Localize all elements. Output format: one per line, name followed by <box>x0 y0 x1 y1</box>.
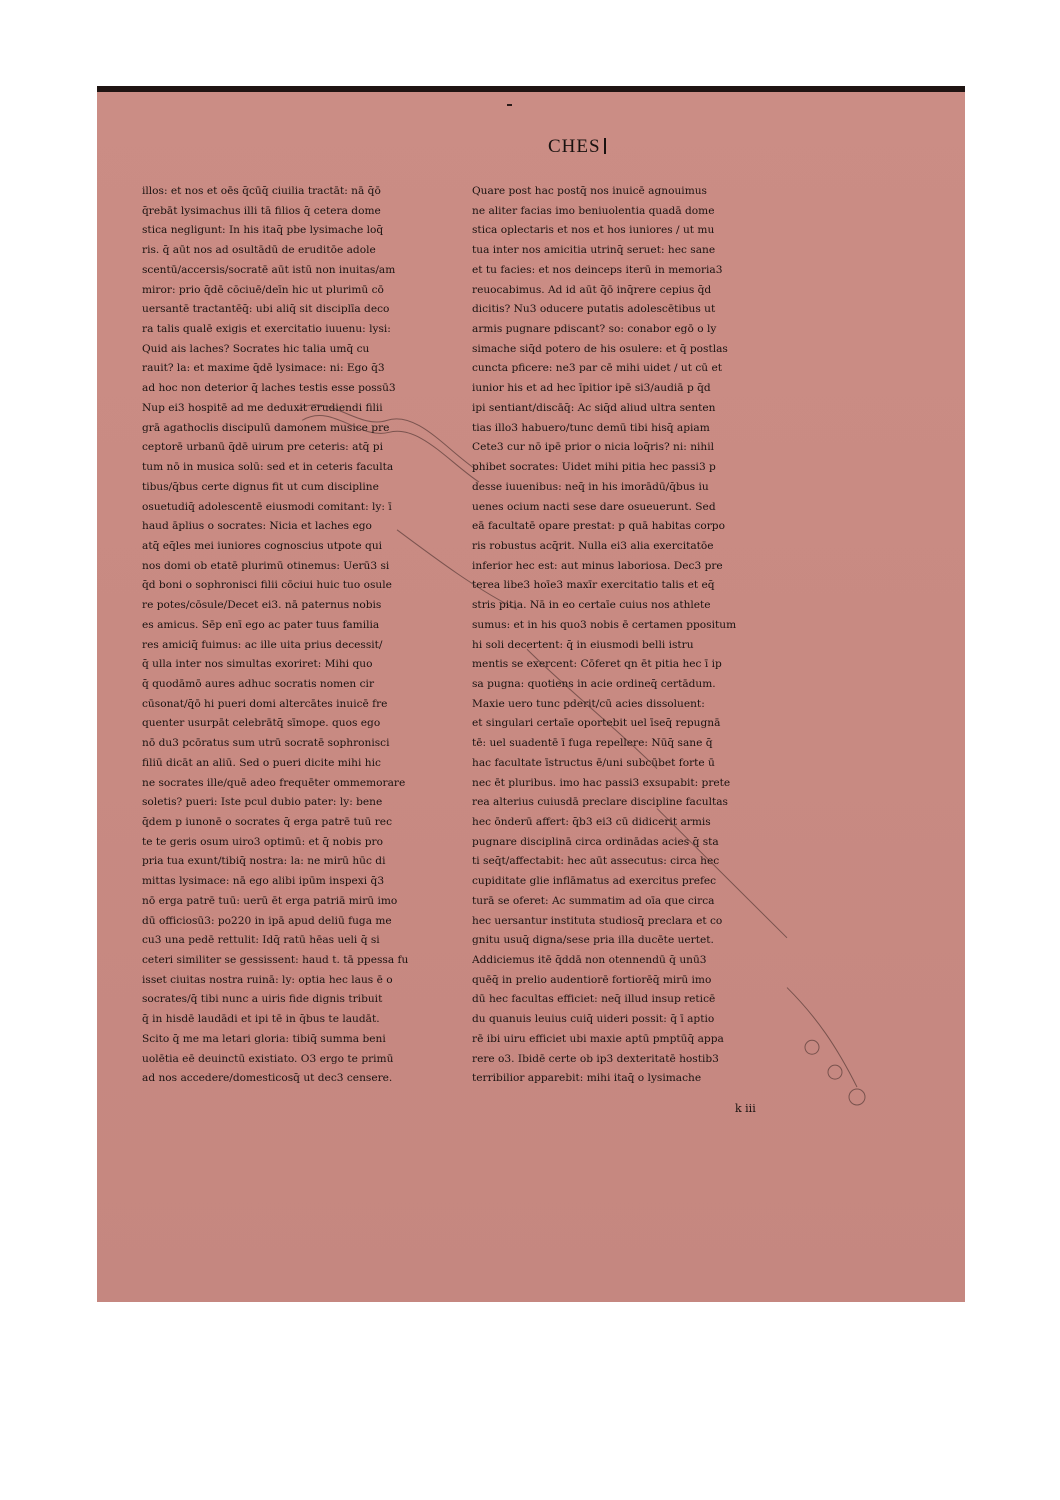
right-column-line: simache siq̄d potero de his osulere: et q̄ postlas <box>472 342 728 355</box>
left-column-line: q̄rebāt lysimachus illi tā filios q̄ cetera dome <box>142 204 381 217</box>
left-column-line: Scito q̄ me ma letari gloria: tibiq̄ summa beni <box>142 1032 386 1045</box>
right-column-line: mentis se exercent: Cōferet qn ēt pitia hec ī ip <box>472 658 722 671</box>
left-column-line: osuetudiq̄ adolescentē eiusmodi comitant: ly: ī <box>142 500 392 513</box>
right-column-line: rere o3. Ibidē certe ob ip3 dexteritatē hostib3 <box>472 1052 719 1065</box>
right-column-line: hec ōnderū affert: q̄b3 ei3 cū didicerit armis <box>472 816 711 828</box>
left-column-line: quenter usurpāt celebrātq̄ sīmope. quos ego <box>142 717 381 730</box>
left-column-line: cu3 una pedē rettulit: Idq̄ ratū hēas ueli q̄ si <box>142 934 380 947</box>
right-column-line: iunior his et ad hec īpitior ipē si3/audiā p q̄d <box>472 382 711 395</box>
left-column-line: nō erga patrē tuū: uerū ēt erga patriā mirū imo <box>142 894 398 907</box>
right-column-line: quēq̄ in prelio audentiorē fortiorēq̄ mirū imo <box>472 973 712 986</box>
right-column-line: uenes ocium nacti sese dare osueuerunt. Sed <box>472 500 716 513</box>
left-column-line: soletis? pueri: Iste pcul dubio pater: ly: bene <box>142 796 383 809</box>
left-column-line: cūsonat/q̄ō hi pueri domi altercātes inuicē fre <box>142 697 388 710</box>
right-column-line: reuocabimus. Ad id aūt q̄ō inq̄rere cepius q̄d <box>472 283 712 296</box>
right-column-line: terribilior apparebit: mihi itaq̄ o lysimache <box>472 1072 702 1085</box>
right-column-line: et tu facies: et nos deinceps iterū in memoria3 <box>472 263 723 276</box>
left-column-line: miror: prio q̄dē cōciuē/deīn hic ut plurimū cō <box>142 283 384 296</box>
left-column-line: q̄ in hisdē laudādi et ipi tē in q̄bus te laudāt. <box>142 1013 380 1026</box>
running-header-text: CHES <box>548 136 601 157</box>
right-column-line: turā se oferet: Ac summatim ad oīa que circa <box>472 894 715 907</box>
left-column-line: pria tua exunt/tibiq̄ nostra: la: ne mirū hūc di <box>142 855 386 868</box>
right-column-line: Cete3 cur nō ipē prior o nicia loq̄ris? ni: nihil <box>472 441 715 454</box>
right-column-line: tua inter nos amicitia utrinq̄ seruet: hec sane <box>472 244 716 257</box>
right-column-line: sa pugna: quotiens in acie ordineq̄ certādum. <box>472 677 716 690</box>
right-column-line: pugnare disciplinā circa ordinādas acies q̄ sta <box>472 835 719 848</box>
right-text-column <box>472 182 790 1089</box>
right-column-line: inferior hec est: aut minus laboriosa. Dec3 pre <box>472 559 723 572</box>
scanned-page <box>97 86 965 1302</box>
right-column-line: stris pitia. Nā in eo certaīe cuius nos athlete <box>472 599 711 612</box>
left-column-line: Quid ais laches? Socrates hic talia umq̄ cu <box>142 342 370 355</box>
left-column-line: Nup ei3 hospitē ad me deduxit erudiendi filii <box>142 401 383 414</box>
left-column-line: dū officiosū3: po220 in ipā apud deliū fuga me <box>142 914 392 927</box>
right-column-line: tias illo3 habuero/tunc demū tibi hisq̄ apiam <box>472 421 710 434</box>
right-column-line: ti seq̄t/affectabit: hec aūt assecutus: circa hec <box>472 855 720 868</box>
left-column-line: nos domi ob etatē plurimū otinemus: Uerū3 si <box>142 559 390 572</box>
left-column-line: ne socrates ille/quē adeo frequēter ommemorare <box>142 776 406 789</box>
right-column-line: ipi sentiant/discāq̄: Ac siq̄d aliud ultra senten <box>472 401 716 414</box>
right-column-line: hec uersantur instituta studiosq̄ preclara et co <box>472 914 723 927</box>
right-column-line: desse iuuenibus: neq̄ in his imorādū/q̄bus iu <box>472 480 709 493</box>
left-column-line: haud āplius o socrates: Nicia et laches ego <box>142 520 372 533</box>
right-column-line: hac facultate īstructus ē/uni subcūbet forte ū <box>472 756 715 769</box>
left-column-line: ad nos accedere/domesticosq̄ ut dec3 censere. <box>142 1072 393 1085</box>
left-column-line: rauit? la: et maxime q̄dē lysimace: ni: Ego q̄3 <box>142 362 385 375</box>
right-column-line: du quanuis leuius cuiq̄ uideri possit: q̄ ī aptio <box>472 1013 715 1026</box>
left-column-line: re potes/cōsule/Decet ei3. nā paternus nobis <box>142 599 382 612</box>
left-column-line: q̄ ulla inter nos simultas exoriret: Mihi quo <box>142 658 373 671</box>
right-column-line: rea alterius cuiusdā preclare discipline facultas <box>472 796 728 809</box>
running-header <box>548 136 606 158</box>
right-column-line: ne aliter facias imo beniuolentia quadā dome <box>472 204 715 217</box>
left-column-line: te te geris osum uiro3 optimū: et q̄ nobis pro <box>142 835 383 848</box>
right-column-line: sumus: et in his quo3 nobis ē certamen ppositum <box>472 618 737 631</box>
left-column-line: atq̄ eq̄les mei iuniores cognoscius utpote qui <box>142 539 383 552</box>
left-column-line: mittas lysimace: nā ego alibi ipūm inspexi q̄3 <box>142 875 385 888</box>
left-column-line: ris. q̄ aūt nos ad osultādū de eruditōe adole <box>142 244 376 257</box>
left-text-column <box>142 182 460 1089</box>
left-column-line: q̄d boni o sophronisci filii cōciui huic tuo osule <box>142 579 392 592</box>
left-column-line: res amiciq̄ fuimus: ac ille uita prius decessit/ <box>142 638 383 651</box>
right-column-line: cupiditate glie inflāmatus ad exercitus prefec <box>472 875 717 888</box>
right-column-line: Addiciemus itē q̄ddā non otennendū q̄ unū3 <box>472 954 707 967</box>
left-column-line: ceteri similiter se gessissent: haud t. tā ppessa fu <box>142 954 409 967</box>
left-column-line: ra talis qualē exigis et exercitatio iuuenu: lysi: <box>142 323 391 336</box>
right-column-line: ris robustus acq̄rit. Nulla ei3 alia exercitatōe <box>472 539 714 552</box>
right-column-line: Quare post hac postq̄ nos inuicē agnouimus <box>472 185 707 197</box>
right-column-line: phibet socrates: Uidet mihi pitia hec passi3 p <box>472 461 716 474</box>
left-column-line: grā agathoclis discipulū damonem musice pre <box>142 421 390 434</box>
page-surface <box>97 92 965 1302</box>
left-column-line: uolētia eē deuinctū existiato. O3 ergo te primū <box>142 1052 394 1065</box>
left-column-line: socrates/q̄ tibi nunc a uiris fide dignis tribuit <box>142 993 383 1006</box>
left-column-line: scentū/accersis/socratē aūt istū non inuitas/am <box>142 263 396 276</box>
left-column-line: ad hoc non deterior q̄ laches testis esse possū3 <box>142 382 396 395</box>
left-column-line: isset ciuitas nostra ruinā: ly: optia hec laus ē o <box>142 973 393 986</box>
right-column-line: terea libe3 hoīe3 maxīr exercitatio talis et eq̄ <box>472 579 715 592</box>
right-column-line: gnitu usuq̄ digna/sese pria illa ducēte uertet. <box>472 934 714 947</box>
right-column-line: et singulari certaīe oportebit uel īseq̄ repugnā <box>472 717 721 730</box>
left-column-line: illos: et nos et oēs q̄cūq̄ ciuilia tractāt: nā q̄ō <box>142 185 381 197</box>
right-column-line: nec ēt pluribus. imo hac passi3 exsupabit: prete <box>472 776 731 789</box>
right-column-line: tē: uel suadentē ī fuga repellere: Nūq̄ sane q̄ <box>472 737 713 750</box>
right-column-line: dicitis? Nu3 oducere putatis adolescētibus ut <box>472 303 716 316</box>
right-column-line: stica oplectaris et nos et hos iuniores / ut mu <box>472 224 715 237</box>
left-column-line: uersantē tractantēq̄: ubi aliq̄ sit disciplīa deco <box>142 303 390 316</box>
right-column-line: rē ibi uiru efficiet ubi maxie aptū pmptūq̄ appa <box>472 1032 724 1045</box>
left-column-line: tibus/q̄bus certe dignus fit ut cum discipline <box>142 480 379 493</box>
right-column-line: hi soli decertent: q̄ in eiusmodi belli istru <box>472 638 694 651</box>
right-column-line: dū hec facultas efficiet: neq̄ illud insup reticē <box>472 993 716 1006</box>
right-column-line: cuncta pficere: ne3 par cē mihi uidet / ut cū et <box>472 362 723 375</box>
signature-mark: k iii <box>735 1102 756 1115</box>
left-column-line: q̄dem p iunonē o socrates q̄ erga patrē tuū rec <box>142 816 393 828</box>
header-rule <box>604 138 606 154</box>
left-column-line: es amicus. Sēp enī ego ac pater tuus familia <box>142 618 380 631</box>
left-column-line: stica negligunt: In his itaq̄ pbe lysimache loq̄ <box>142 224 384 237</box>
left-column-line: q̄ quodāmō aures adhuc socratis nomen cir <box>142 677 375 690</box>
left-column-line: filiū dicāt an aliū. Sed o pueri dicite mihi hic <box>142 756 381 769</box>
left-column-line: ceptorē urbanū q̄dē uirum pre ceteris: atq̄ pi <box>142 441 383 454</box>
right-column-line: eā facultatē opare prestat: p quā habitas corpo <box>472 520 725 533</box>
left-column-line: tum nō in musica solū: sed et in ceteris faculta <box>142 461 394 474</box>
right-column-line: armis pugnare pdiscant? so: conabor egō o ly <box>472 323 717 336</box>
top-mark <box>507 104 512 106</box>
right-column-line: Maxie uero tunc pderit/cū acies dissoluent: <box>472 697 705 710</box>
left-column-line: nō du3 pcōratus sum utrū socratē sophronisci <box>142 737 390 750</box>
